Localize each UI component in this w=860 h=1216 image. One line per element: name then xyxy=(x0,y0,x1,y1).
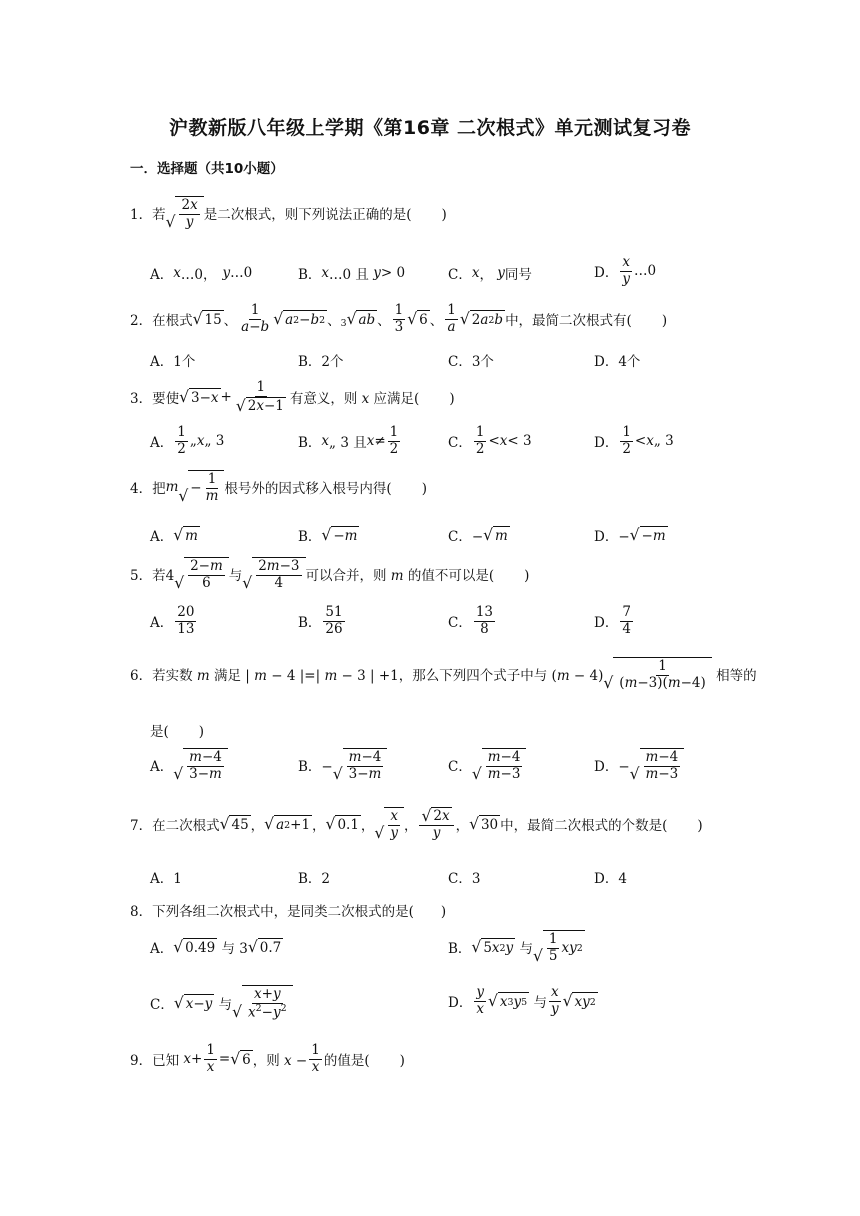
option-4d[interactable]: D．− √ − m xyxy=(594,526,666,545)
option-3b[interactable]: B． x „ 3 且 x ≠ $\frac{1}{2}$ xyxy=(298,424,399,457)
option-2b[interactable]: B．2个 xyxy=(298,354,344,370)
question-number: 7． xyxy=(130,818,153,835)
question-6-continued: 是( ) xyxy=(150,724,205,740)
option-6a[interactable]: A． √ $\frac{m-4}{3-m}$ xyxy=(150,748,228,782)
option-3d[interactable]: D． $\frac{1}{2}$ < x „ 3 xyxy=(594,424,674,457)
option-1c[interactable]: C． x ， y 同号 xyxy=(448,265,532,283)
question-number: 4． xyxy=(130,481,153,498)
option-5a[interactable]: A． $\frac{20}{13}$ xyxy=(150,604,195,637)
option-6b[interactable]: B．− √ $\frac{m-4}{3-m}$ xyxy=(298,748,387,782)
question-text: 下列各组二次根式中，是同类二次根式的是( ) xyxy=(152,904,447,920)
question-7: 7． 在二次根式 √ 45 ， √ a 2 +1 ， √ 0.1 ， √ $\frac{x}{y}$ ， √ 2 x y ， √ 30 中，最简二次根式的个数是( ) xyxy=(130,806,703,842)
option-2c[interactable]: C．3个 xyxy=(448,354,494,370)
option-5d[interactable]: D． $\frac{7}{4}$ xyxy=(594,604,631,637)
option-7b[interactable]: B．2 xyxy=(298,871,331,887)
question-8 xyxy=(130,900,446,920)
question-3: 3． 要使 √ 3− x + 1 √ 2 x −1 有意义，则 x 应满足( ) xyxy=(130,379,455,415)
option-1a[interactable]: A． x …0， y …0 xyxy=(150,265,253,283)
option-6c[interactable]: C． √ $\frac{m-4}{m-3}$ xyxy=(448,748,526,782)
question-9: 9． 已知 x + $\frac{1}{x}$ = √ 6 ，则 x − $\frac{1}{x}$ 的值是( ) xyxy=(130,1042,405,1075)
question-number: 8． xyxy=(130,904,153,920)
option-5b[interactable]: B． $\frac{51}{26}$ xyxy=(298,604,343,637)
option-8a[interactable]: A． √ 0.49 与 3 √ 0.7 xyxy=(150,938,282,957)
option-1d[interactable]: D． $\frac{x}{y}$ …0 xyxy=(594,254,657,287)
option-8b[interactable]: B． √ 5 x 2 y 与 √ $\frac{1}{5}$ xy 2 xyxy=(448,931,583,965)
option-7d[interactable]: D．4 xyxy=(594,871,627,887)
question-2: 2． 在根式 √ 15 、 $\frac{1}{a-b}$ √ a 2 − b 2 、 3 √ ab 、 $\frac{1}{3}$ √ 6 、 $\frac{1}{a}$ √ 2 a 2 b 中，最简二次根式有( ) xyxy=(130,302,668,335)
option-3c[interactable]: C． $\frac{1}{2}$ < x < 3 xyxy=(448,424,532,457)
option-7c[interactable]: C．3 xyxy=(448,871,481,887)
option-8c[interactable]: C． √ x − y 与 √ $\frac{x+y}{x^2-y^2}$ xyxy=(150,985,293,1021)
option-7a[interactable]: A．1 xyxy=(150,871,182,887)
page-title: 沪教新版八年级上学期《第16章 二次根式》单元测试复习卷 xyxy=(168,117,692,139)
question-4: 4． 把 m √ − $\frac{1}{m}$ 根号外的因式移入根号内得( ) xyxy=(130,471,427,505)
option-8d[interactable]: D． $\frac{y}{x}$ √ x 3 y 5 与 $\frac{x}{y}$ √ xy 2 xyxy=(448,984,596,1017)
question-5: 5． 若4 √ $\frac{2-m}{6}$ 与 √ $\frac{2m-3}{4}$ 可以合并，则 m 的值不可以是( ) xyxy=(130,558,530,592)
math-expression: √ $\frac{2x}{y}$ xyxy=(166,196,204,230)
option-4b[interactable]: B． √ − m xyxy=(298,526,358,545)
option-4c[interactable]: C．− √ m xyxy=(448,526,508,545)
question-number: 5． xyxy=(130,568,153,585)
option-3a[interactable]: A． $\frac{1}{2}$ „ x „ 3 xyxy=(150,424,225,457)
section-heading: 一．选择题（共10小题） xyxy=(130,161,284,177)
option-6d[interactable]: D．− √ $\frac{m-4}{m-3}$ xyxy=(594,748,684,782)
option-2a[interactable]: A．1个 xyxy=(150,354,196,370)
option-1b[interactable]: B． x …0 且 y > 0 xyxy=(298,265,406,283)
option-5c[interactable]: C． $\frac{13}{8}$ xyxy=(448,604,494,637)
question-number: 2． xyxy=(130,313,153,330)
question-number: 3． xyxy=(130,391,153,408)
option-2d[interactable]: D．4个 xyxy=(594,354,641,370)
question-number: 6． xyxy=(130,668,153,685)
question-6: 6． 若实数 m 满足 | m − 4 |=| m − 3 | +1，那么下列四个式子中与 (m − 4) √ $\frac{1}{(m-3)(m-4)}$ 相等的 xyxy=(130,658,757,692)
question-number: 9． xyxy=(130,1053,153,1070)
question-1: 1． 若 √ $\frac{2x}{y}$ 是二次根式，则下列说法正确的是( ) xyxy=(130,197,447,231)
question-number: 1． xyxy=(130,207,153,224)
option-4a[interactable]: A． √ m xyxy=(150,526,198,545)
